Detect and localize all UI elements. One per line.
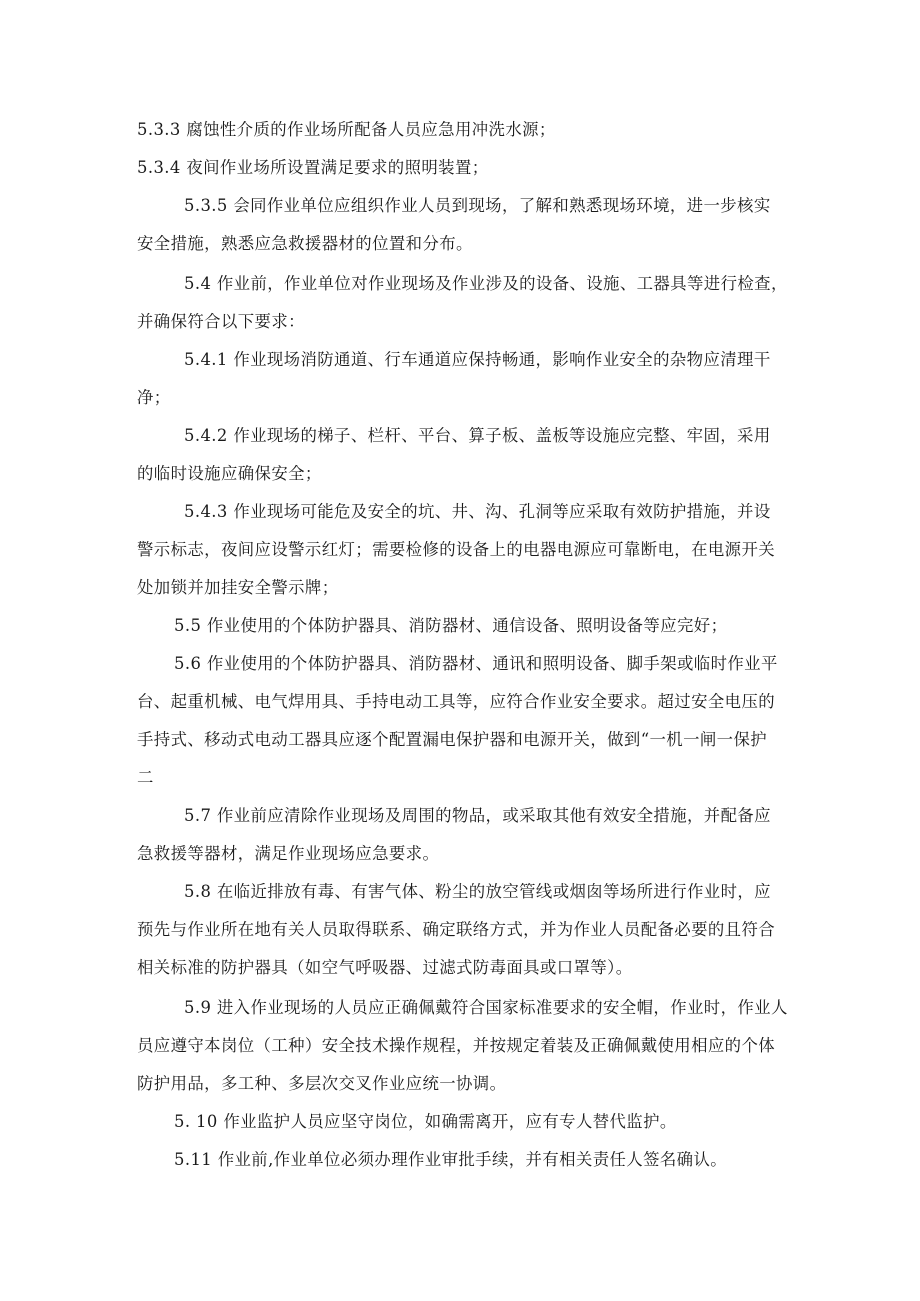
line-5-9-a: 5.9 进入作业现场的人员应正确佩戴符合国家标准要求的安全帽，作业时，作业人: [184, 998, 788, 1017]
line-5-8-a: 5.8 在临近排放有毒、有害气体、粉尘的放空管线或烟囱等场所进行作业时，应: [184, 882, 771, 901]
line-5-10: 5. 10 作业监护人员应坚守岗位，如确需离开，应有专人替代监护。: [174, 1112, 677, 1131]
line-5-4-a: 5.4 作业前，作业单位对作业现场及作业涉及的设备、设施、工器具等进行检查，: [184, 274, 788, 293]
line-5-7-a: 5.7 作业前应清除作业现场及周围的物品，或采取其他有效安全措施，并配备应: [184, 806, 771, 825]
line-5-7-b: 急救援等器材，满足作业现场应急要求。: [137, 844, 440, 863]
line-5-4-b: 并确保符合以下要求：: [137, 312, 305, 331]
line-5-5: 5.5 作业使用的个体防护器具、消防器材、通信设备、照明设备等应完好；: [174, 616, 728, 635]
line-5-3-5-b: 安全措施，熟悉应急救援器材的位置和分布。: [137, 234, 473, 253]
line-5-6-b: 台、起重机械、电气焊用具、手持电动工具等，应符合作业安全要求。超过安全电压的: [137, 692, 776, 711]
line-5-6-d: 二: [137, 768, 154, 787]
line-5-8-c: 相关标准的防护器具（如空气呼吸器、过滤式防毒面具或口罩等）。: [137, 958, 633, 977]
line-5-11: 5.11 作业前,作业单位必须办理作业审批手续，并有相关责任人签名确认。: [174, 1150, 728, 1169]
line-5-3-5-a: 5.3.5 会同作业单位应组织作业人员到现场，了解和熟悉现场环境，进一步核实: [184, 196, 771, 215]
line-5-9-b: 员应遵守本岗位（工种）安全技术操作规程，并按规定着装及正确佩戴使用相应的个体: [137, 1036, 776, 1055]
line-5-4-2-b: 的临时设施应确保安全；: [137, 464, 322, 483]
line-5-4-1-a: 5.4.1 作业现场消防通道、行车通道应保持畅通，影响作业安全的杂物应清理干: [184, 350, 771, 369]
line-5-4-1-b: 净；: [137, 388, 171, 407]
line-5-4-3-a: 5.4.3 作业现场可能危及安全的坑、井、沟、孔洞等应采取有效防护措施，并设: [184, 502, 771, 521]
line-5-6-c: 手持式、移动式电动工器具应逐个配置漏电保护器和电源开关，做到“一机一闸一保护: [137, 730, 768, 749]
line-5-4-2-a: 5.4.2 作业现场的梯子、栏杆、平台、算子板、盖板等设施应完整、牢固，采用: [184, 426, 771, 445]
line-5-9-c: 防护用品，多工种、多层次交叉作业应统一协调。: [137, 1074, 507, 1093]
line-5-8-b: 预先与作业所在地有关人员取得联系、确定联络方式，并为作业人员配备必要的且符合: [137, 920, 776, 939]
line-5-3-3: 5.3.3 腐蚀性介质的作业场所配备人员应急用冲洗水源；: [137, 120, 556, 139]
line-5-4-3-b: 警示标志，夜间应设警示红灯；需要检修的设备上的电器电源应可靠断电，在电源开关: [137, 540, 776, 559]
line-5-3-4: 5.3.4 夜间作业场所设置满足要求的照明装置；: [137, 158, 489, 177]
line-5-6-a: 5.6 作业使用的个体防护器具、消防器材、通讯和照明设备、脚手架或临时作业平: [174, 654, 778, 673]
line-5-4-3-c: 处加锁并加挂安全警示牌；: [137, 578, 339, 597]
